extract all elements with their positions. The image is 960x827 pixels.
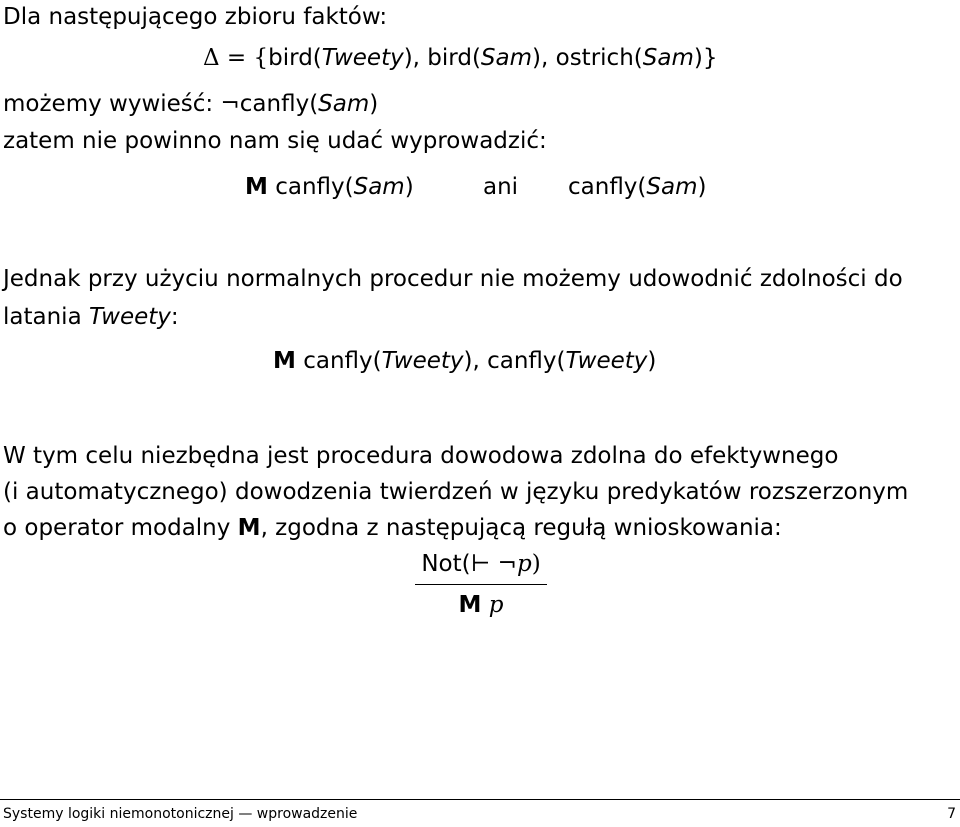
delta-symbol: Δ xyxy=(203,45,220,71)
derive-arg: Sam xyxy=(318,91,370,117)
modal-m: M xyxy=(273,348,296,374)
turnstile-symbol: ⊢ ¬ xyxy=(470,551,517,577)
rule-bar xyxy=(415,584,547,585)
formula-2-pred-1: canfly( xyxy=(267,174,354,200)
derive-label: możemy wywieść: xyxy=(3,91,221,117)
not-derive-text: zatem nie powinno nam się udać wyprowadzić: xyxy=(3,128,547,154)
para-3-line-1: W tym celu niezbędna jest procedura dowodowa zdolna do efektywnego xyxy=(3,443,839,469)
delta-atom-1: bird( xyxy=(268,45,322,71)
modal-m: M xyxy=(237,515,261,541)
formula-3-mid: ), canfly( xyxy=(463,348,566,374)
rule-var-p: p xyxy=(488,592,504,618)
formula-3-pred-1: canfly( xyxy=(295,348,382,374)
negation-symbol: ¬ xyxy=(220,91,240,117)
rule-not: Not( xyxy=(421,551,471,577)
formula-2 xyxy=(245,173,414,201)
footer-divider xyxy=(0,799,960,800)
delta-atom-2-arg: Sam xyxy=(480,45,533,71)
formula-2-ani: ani xyxy=(483,174,519,200)
delta-atom-3-arg: Sam xyxy=(642,45,694,71)
footer-title: Systemy logiki niemonotonicznej — wprowadzenie xyxy=(3,806,358,822)
formula-2-pred-2: canfly( xyxy=(568,174,647,200)
derive-pred: canfly( xyxy=(239,91,319,117)
page-number: 7 xyxy=(947,806,956,822)
para-3-line-3-b: , zgodna z następującą regułą wnioskowania: xyxy=(260,515,782,541)
delta-eq: = { xyxy=(219,45,269,71)
formula-2-arg-2: Sam xyxy=(646,174,698,200)
formula-3 xyxy=(273,347,656,375)
para-2-line-2-italic: Tweety xyxy=(88,304,171,330)
formula-2-second xyxy=(568,173,706,201)
rule-close: ) xyxy=(531,551,541,577)
formula-2-arg-1: Sam xyxy=(353,174,405,200)
modal-m: M xyxy=(245,174,268,200)
para-3-line-3 xyxy=(3,514,782,542)
delta-formula xyxy=(203,44,717,72)
para-2-line-2-text: latania xyxy=(3,304,89,330)
formula-3-close: ) xyxy=(647,348,657,374)
formula-2-close-2: ) xyxy=(697,174,707,200)
para-2-line-2 xyxy=(3,303,179,331)
rule-var-p: p xyxy=(516,551,532,577)
delta-atom-3: ), ostrich( xyxy=(532,45,643,71)
delta-atom-2: ), bird( xyxy=(403,45,481,71)
derive-line xyxy=(3,90,378,118)
delta-close: )} xyxy=(693,45,718,71)
para-3-line-3-a: o operator modalny xyxy=(3,515,238,541)
rule-conclusion xyxy=(415,591,547,619)
inference-rule xyxy=(415,550,547,619)
rule-premise xyxy=(415,550,547,578)
formula-3-arg-2: Tweety xyxy=(565,348,648,374)
derive-close: ) xyxy=(369,91,379,117)
para-2-line-2-end: : xyxy=(170,304,179,330)
formula-2-close-1: ) xyxy=(404,174,414,200)
delta-atom-1-arg: Tweety xyxy=(321,45,404,71)
para-3-line-2: (i automatycznego) dowodzenia twierdzeń w języku predykatów rozszerzonym xyxy=(3,479,909,505)
modal-m: M xyxy=(458,592,482,618)
intro-text: Dla następującego zbioru faktów: xyxy=(3,4,388,30)
formula-3-arg-1: Tweety xyxy=(381,348,464,374)
para-2-line-1: Jednak przy użyciu normalnych procedur nie możemy udowodnić zdolności do xyxy=(3,266,903,292)
